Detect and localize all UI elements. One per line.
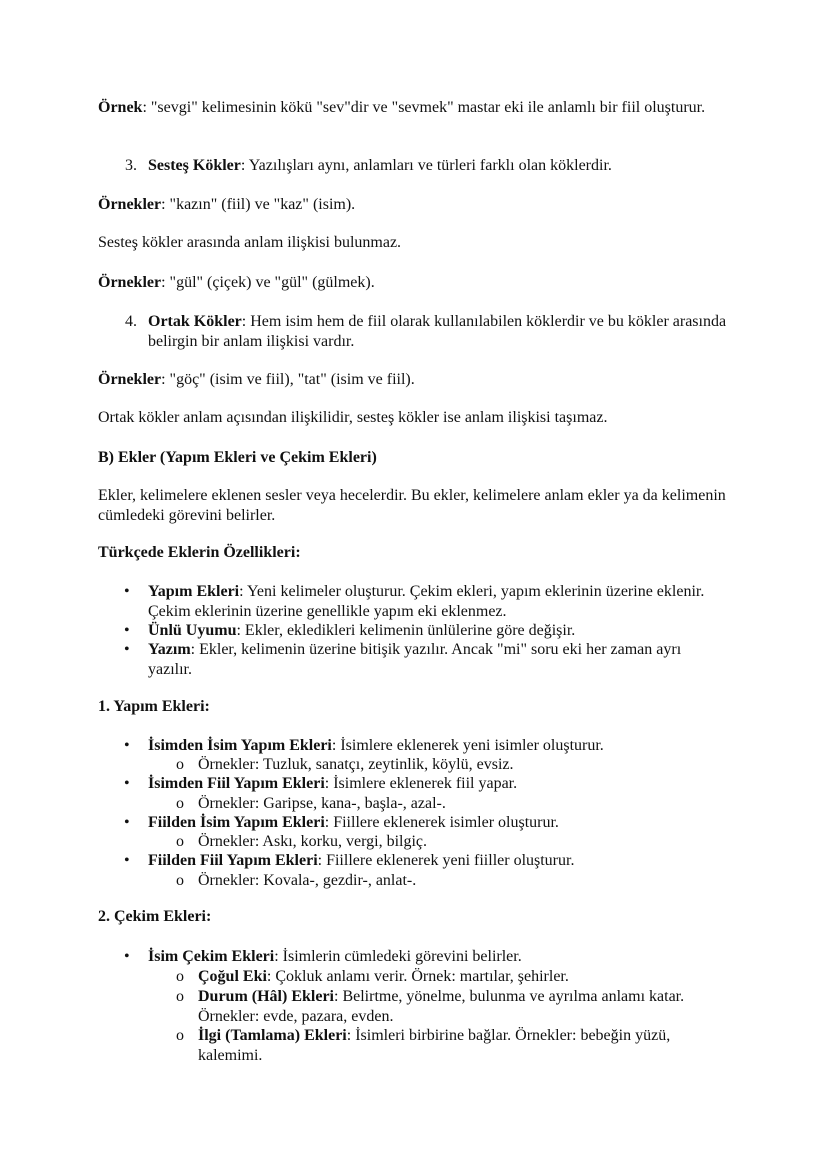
bold-label: Ünlü Uyumu — [148, 622, 237, 639]
sub-bullet: o — [176, 988, 184, 1005]
bold-label: Fiilden İsim Yapım Ekleri — [148, 814, 325, 831]
paragraph-ornekler-kazin — [98, 195, 738, 215]
yapim-item — [148, 774, 728, 794]
text: : Fiillere eklenerek yeni fiiller oluşturur. — [317, 852, 575, 869]
text: : Fiillere eklenerek isimler oluşturur. — [324, 814, 559, 831]
sub-bullet: o — [176, 833, 184, 850]
bold-label: İsimden Fiil Yapım Ekleri — [148, 775, 325, 792]
feature-item — [148, 640, 728, 679]
heading-ozellikler: Türkçede Eklerin Özellikleri: — [98, 544, 301, 561]
yapim-example: Örnekler: Garipse, kana-, başla-, azal-. — [198, 795, 446, 812]
text: : "gül" (çiçek) ve "gül" (gülmek). — [161, 274, 375, 291]
text: : Ekler, kelimenin üzerine bitişik yazılır. Ancak "mi" soru eki her zaman ayrı yazılır. — [148, 641, 682, 678]
heading-yapim: 1. Yapım Ekleri: — [98, 698, 210, 715]
paragraph-ornekler-gul — [98, 273, 738, 293]
paragraph-sestes: Sesteş kökler arasında anlam ilişkisi bulunmaz. — [98, 234, 402, 251]
text: : "sevgi" kelimesinin kökü "sev"dir ve "sevmek" mastar eki ile anlamlı bir fiil oluşturur. — [142, 99, 706, 116]
text: : İsimlere eklenerek fiil yapar. — [324, 775, 518, 792]
cekim-sub-item — [198, 987, 728, 1026]
bold-label: Örnekler — [98, 274, 162, 291]
text: : Ekler, ekledikleri kelimenin ünlülerine göre değişir. — [236, 622, 576, 639]
feature-item — [148, 621, 728, 641]
text: : "kazın" (fiil) ve "kaz" (isim). — [161, 196, 356, 213]
yapim-item — [148, 851, 728, 871]
bold-label: Yazım — [148, 641, 191, 658]
heading-cekim: 2. Çekim Ekleri: — [98, 908, 212, 925]
list-number: 3. — [125, 157, 137, 174]
heading-ekler: B) Ekler (Yapım Ekleri ve Çekim Ekleri) — [98, 449, 377, 466]
bullet: • — [124, 775, 130, 792]
yapim-item — [148, 813, 728, 833]
bold-label: İsimden İsim Yapım Ekleri — [148, 737, 332, 754]
bold-label: Çoğul Eki — [198, 968, 267, 985]
yapim-example: Örnekler: Askı, korku, vergi, bilgiç. — [198, 833, 427, 850]
cekim-sub-item — [198, 1026, 728, 1065]
bullet: • — [124, 737, 130, 754]
list-item-sestes — [148, 156, 728, 176]
text: : İsimleri birbirine bağlar. Örnekler: bebeğin yüzü, kalemimi. — [198, 1027, 671, 1064]
list-item-ortak — [148, 312, 728, 351]
sub-bullet: o — [176, 795, 184, 812]
text: : İsimlere eklenerek yeni isimler oluşturur. — [331, 737, 604, 754]
bullet: • — [124, 641, 130, 658]
yapim-example: Örnekler: Kovala-, gezdir-, anlat-. — [198, 872, 417, 889]
bold-label: Ortak Kökler — [148, 313, 242, 330]
bullet: • — [124, 948, 130, 965]
sub-bullet: o — [176, 1027, 184, 1044]
text: : Yazılışları aynı, anlamları ve türleri farklı olan köklerdir. — [240, 157, 612, 174]
paragraph-ornekler-goc — [98, 370, 738, 390]
cekim-sub-item — [198, 967, 728, 987]
bold-label: Sesteş Kökler — [148, 157, 241, 174]
bold-label: Örnekler — [98, 371, 162, 388]
bullet: • — [124, 852, 130, 869]
yapim-item — [148, 736, 728, 756]
text: : Yeni kelimeler oluşturur. Çekim ekleri, yapım eklerinin üzerine eklenir. Çekim eklerinin üzerine genellikle yapım eki eklenmez. — [148, 583, 705, 620]
text: : Belirtme, yönelme, bulunma ve ayrılma anlamı katar. Örnekler: evde, pazara, evden. — [198, 988, 685, 1025]
text: : Çokluk anlamı verir. Örnek: martılar, şehirler. — [266, 968, 569, 985]
paragraph-ortak: Ortak kökler anlam açısından ilişkilidir, sesteş kökler ise anlam ilişkisi taşımaz. — [98, 409, 608, 426]
bold-label: Fiilden Fiil Yapım Ekleri — [148, 852, 318, 869]
bullet: • — [124, 814, 130, 831]
feature-item — [148, 582, 728, 621]
text: : İsimlerin cümledeki görevini belirler. — [274, 948, 522, 965]
bold-label: Yapım Ekleri — [148, 583, 240, 600]
cekim-item — [148, 947, 728, 967]
bold-label: Durum (Hâl) Ekleri — [198, 988, 334, 1005]
sub-bullet: o — [176, 756, 184, 773]
list-number: 4. — [125, 313, 137, 330]
bold-label: Örnekler — [98, 196, 162, 213]
yapim-example: Örnekler: Tuzluk, sanatçı, zeytinlik, köylü, evsiz. — [198, 756, 514, 773]
text: : Hem isim hem de fiil olarak kullanılabilen köklerdir ve bu kökler arasında belirgin bir anlam ilişkisi vardır. — [148, 313, 727, 350]
bullet: • — [124, 583, 130, 600]
text: : "göç" (isim ve fiil), "tat" (isim ve fiil). — [161, 371, 415, 388]
bold-label: İlgi (Tamlama) Ekleri — [198, 1027, 347, 1044]
paragraph-ornek — [98, 98, 738, 118]
bold-label: Örnek — [98, 99, 143, 116]
bold-label: İsim Çekim Ekleri — [148, 948, 275, 965]
sub-bullet: o — [176, 968, 184, 985]
bullet: • — [124, 622, 130, 639]
sub-bullet: o — [176, 872, 184, 889]
paragraph-ekler: Ekler, kelimelere eklenen sesler veya hecelerdir. Bu ekler, kelimelere anlam ekler ya da kelimenin cümledeki görevini belirler. — [98, 487, 726, 524]
